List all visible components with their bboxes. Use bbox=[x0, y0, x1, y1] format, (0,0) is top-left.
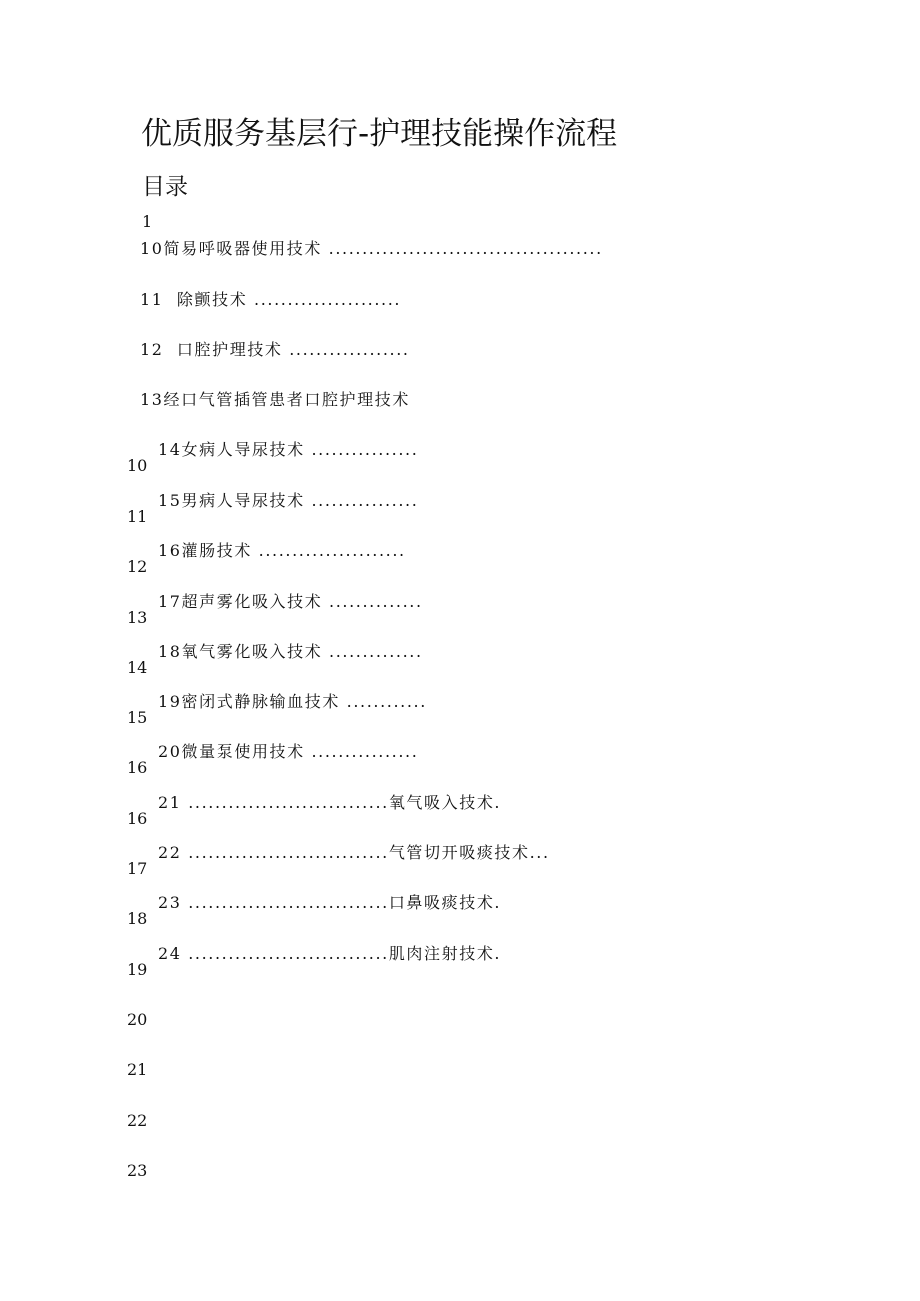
toc-page-number: 16 bbox=[127, 809, 148, 828]
toc-page-number: 17 bbox=[127, 859, 148, 878]
toc-page-number: 12 bbox=[127, 557, 148, 576]
toc-page-number: 19 bbox=[127, 960, 148, 979]
toc-page-number: 20 bbox=[127, 1010, 148, 1029]
toc-page-number: 11 bbox=[127, 507, 148, 526]
toc-entry: 12 口腔护理技术 .................. bbox=[140, 340, 410, 359]
toc-page-number: 16 bbox=[127, 758, 148, 777]
toc-entry: 19密闭式静脉输血技术 ............ bbox=[158, 692, 427, 711]
toc-page-number: 10 bbox=[127, 456, 148, 475]
toc-entry: 22 ..............................气管切开吸痰技术... bbox=[158, 843, 550, 862]
toc-entry: 16灌肠技术 ...................... bbox=[158, 541, 406, 560]
toc-entry: 15男病人导尿技术 ................ bbox=[158, 491, 419, 510]
toc-entry: 18氧气雾化吸入技术 .............. bbox=[158, 642, 423, 661]
toc-entry: 24 ..............................肌肉注射技术. bbox=[158, 944, 502, 963]
toc-entry: 10简易呼吸器使用技术 ......................................... bbox=[140, 239, 603, 258]
toc-entry: 20微量泵使用技术 ................ bbox=[158, 742, 419, 761]
toc-page-number: 18 bbox=[127, 909, 148, 928]
toc-page-number: 15 bbox=[127, 708, 148, 727]
toc-heading: 目录 bbox=[142, 174, 188, 200]
toc-entry: 17超声雾化吸入技术 .............. bbox=[158, 592, 423, 611]
toc-page-number: 13 bbox=[127, 608, 148, 627]
toc-entry: 11 除颤技术 ...................... bbox=[140, 290, 402, 309]
first-page-number: 1 bbox=[142, 212, 153, 231]
toc-entry: 13经口气管插管患者口腔护理技术 bbox=[140, 390, 410, 409]
toc-page-number: 21 bbox=[127, 1060, 148, 1079]
toc-page-number: 23 bbox=[127, 1161, 148, 1180]
document-title: 优质服务基层行-护理技能操作流程 bbox=[141, 116, 618, 152]
toc-entry: 14女病人导尿技术 ................ bbox=[158, 440, 419, 459]
toc-entry: 21 ..............................氧气吸入技术. bbox=[158, 793, 502, 812]
toc-entry: 23 ..............................口鼻吸痰技术. bbox=[158, 893, 502, 912]
toc-page-number: 14 bbox=[127, 658, 148, 677]
toc-page-number: 22 bbox=[127, 1111, 148, 1130]
